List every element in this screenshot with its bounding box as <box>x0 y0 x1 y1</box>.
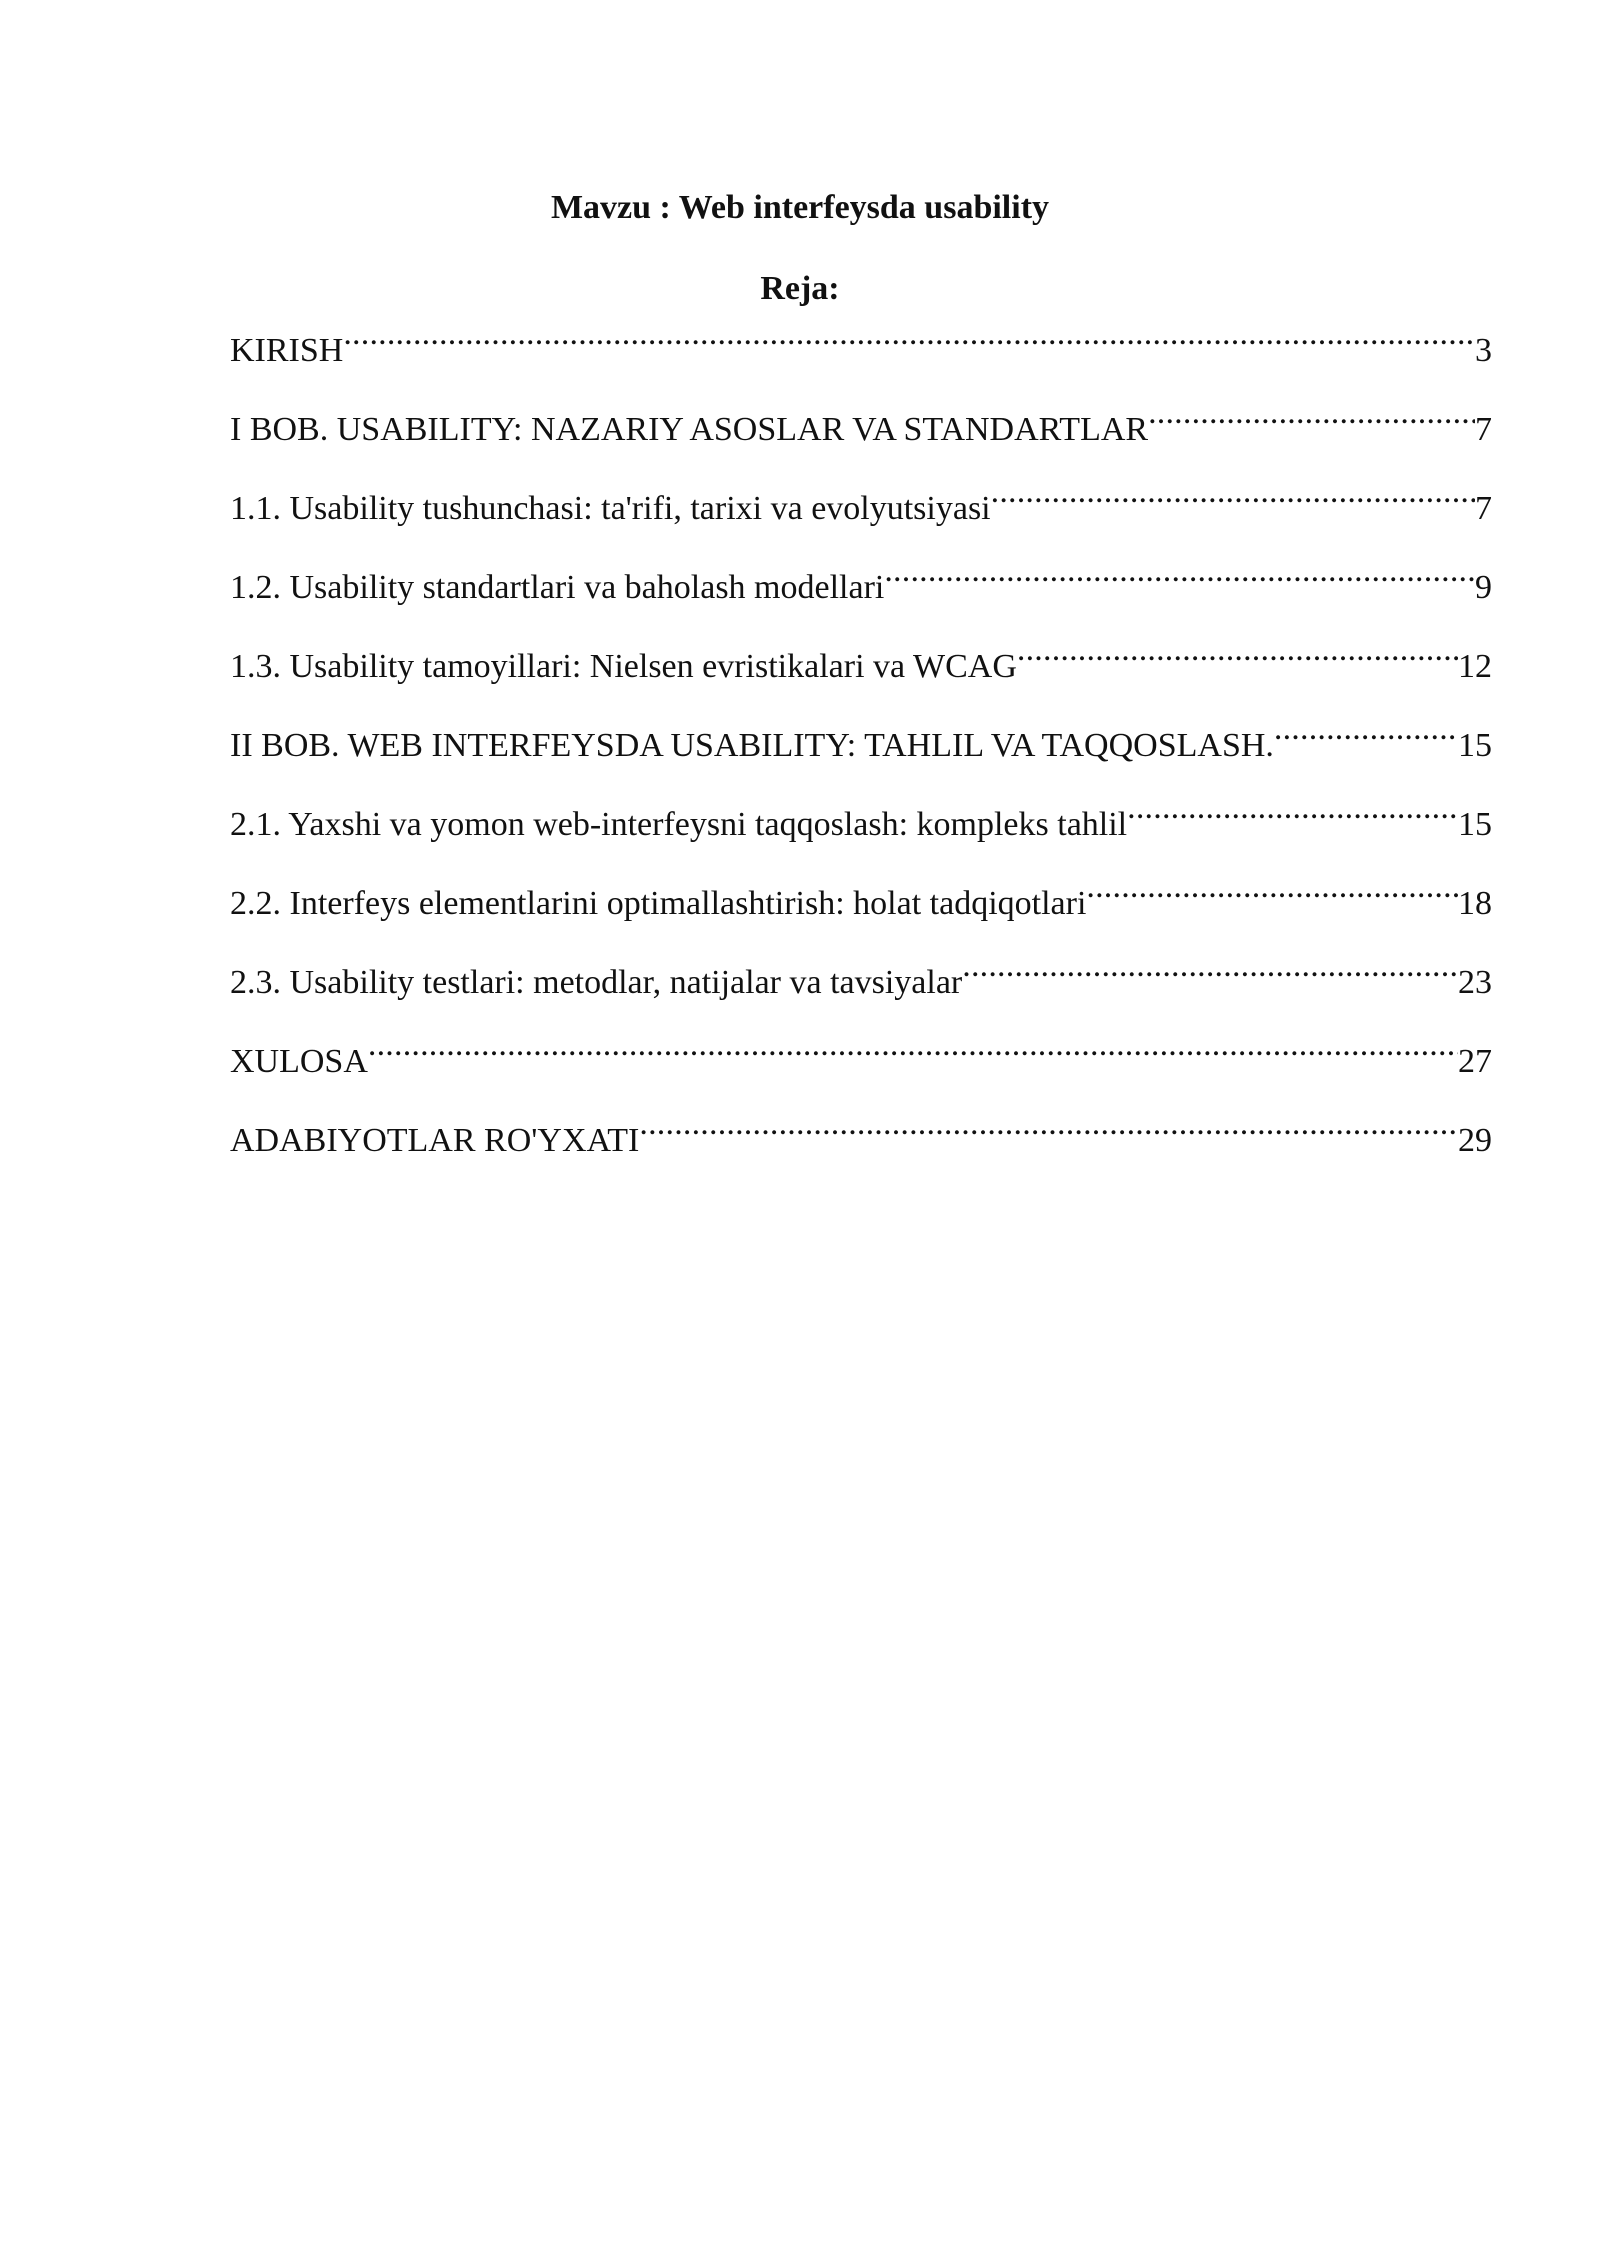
toc-entry-label: ADABIYOTLAR RO'YXATI <box>230 1122 640 1159</box>
toc-entry-label: II BOB. WEB INTERFEYSDA USABILITY: TAHLIL VA TAQQOSLASH. <box>230 727 1274 764</box>
toc-dot-leader <box>884 544 1475 598</box>
toc-entry-label: 1.3. Usability tamoyillari: Nielsen evristikalari va WCAG <box>230 648 1017 685</box>
toc-entry-label: 2.1. Yaxshi va yomon web-interfeysni taqqoslash: kompleks tahlil <box>230 806 1128 843</box>
toc-dot-leader <box>962 939 1458 993</box>
toc-entry-kirish[interactable] <box>230 307 1492 386</box>
toc-entry-label: 2.3. Usability testlari: metodlar, natijalar va tavsiyalar <box>230 964 963 1001</box>
toc-dot-leader <box>1017 623 1458 677</box>
toc-entry-2-1[interactable] <box>230 781 1492 860</box>
toc-entry-label: 2.2. Interfeys elementlarini optimallashtirish: holat tadqiqotlari <box>230 885 1087 922</box>
toc-entry-label: 1.1. Usability tushunchasi: ta'rifi, tarixi va evolyutsiyasi <box>230 490 991 527</box>
toc-dot-leader <box>1127 781 1458 835</box>
toc-page-number: 27 <box>1458 1043 1492 1080</box>
toc-entry-label: I BOB. USABILITY: NAZARIY ASOSLAR VA STANDARTLAR <box>230 411 1149 448</box>
toc-page-number: 9 <box>1475 569 1492 606</box>
toc-page-number: 3 <box>1475 332 1492 369</box>
toc-dot-leader <box>343 307 1475 361</box>
toc-page-number: 15 <box>1458 727 1492 764</box>
plan-heading: Reja: <box>760 270 840 307</box>
toc-page-number: 29 <box>1458 1122 1492 1159</box>
toc-dot-leader <box>991 465 1475 519</box>
toc-page-number: 18 <box>1458 885 1492 922</box>
toc-page-number: 7 <box>1475 411 1492 448</box>
toc-dot-leader <box>368 1018 1458 1072</box>
toc-dot-leader <box>1274 702 1458 756</box>
document-title: Mavzu : Web interfeysda usability <box>550 189 1050 226</box>
toc-dot-leader <box>639 1097 1458 1151</box>
toc-entry-2-2[interactable] <box>230 860 1492 939</box>
toc-entry-1-1[interactable] <box>230 465 1492 544</box>
toc-dot-leader <box>1148 386 1475 440</box>
toc-entry-1-3[interactable] <box>230 623 1492 702</box>
toc-entry-label: 1.2. Usability standartlari va baholash modellari <box>230 569 885 606</box>
toc-page-number: 15 <box>1458 806 1492 843</box>
toc-entry-label: XULOSA <box>230 1043 368 1080</box>
toc-entry-xulosa[interactable] <box>230 1018 1492 1097</box>
toc-entry-label: KIRISH <box>230 332 344 369</box>
toc-dot-leader <box>1086 860 1458 914</box>
toc-entry-chapter-2[interactable] <box>230 702 1492 781</box>
toc-page-number: 23 <box>1458 964 1492 1001</box>
toc-entry-chapter-1[interactable] <box>230 386 1492 465</box>
toc-page-number: 7 <box>1475 490 1492 527</box>
table-of-contents <box>230 307 1492 1176</box>
toc-entry-references[interactable] <box>230 1097 1492 1176</box>
toc-entry-1-2[interactable] <box>230 544 1492 623</box>
toc-entry-2-3[interactable] <box>230 939 1492 1018</box>
toc-page-number: 12 <box>1458 648 1492 685</box>
